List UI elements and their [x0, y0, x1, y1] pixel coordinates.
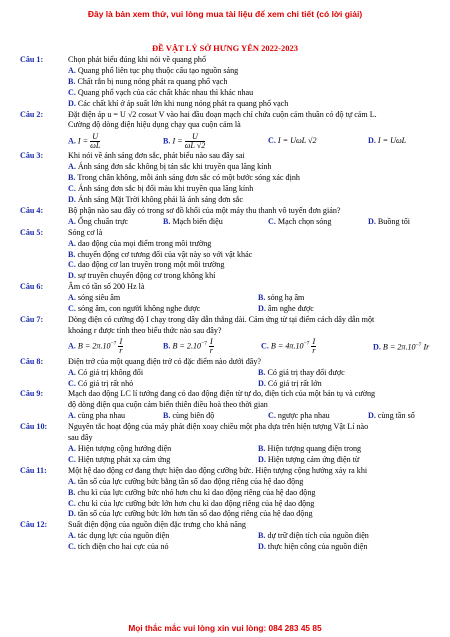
question-stem: Mạch dao động LC lí tưởng đang có dao động điện từ tự do, điện tích của một bản tụ và cường độ dòng điện qua cuộn cảm biến thiên điều hoà theo thời gian: [68, 389, 376, 410]
option-b: B. dự trữ điện tích của nguồn điện: [258, 531, 369, 541]
question-stem: Chọn phát biểu đúng khi nói về quang phổ: [68, 55, 207, 64]
option-d: D. Hiện tượng cảm ứng điện từ: [258, 454, 360, 464]
question-stem: Đặt điện áp u = U √2 cosωt V vào hai đầu đoạn mạch chỉ chứa cuộn cảm thuần có độ tự cảm L. Cường độ dòng điện hiệu dụng chạy qua cuộn cảm là: [68, 109, 377, 130]
question-number: Câu 11:: [20, 465, 47, 475]
question-number: Câu 6:: [20, 282, 44, 292]
option-a: A. tần số của lực cưỡng bức bằng tần số dao động riêng của hệ dao động: [68, 476, 304, 486]
option-b: B. Trong chân không, mỗi ánh sáng đơn sắc có một bước sóng xác định: [68, 173, 300, 183]
question-number: Câu 1:: [20, 55, 44, 64]
question-stem: Một hệ dao động cơ đang thực hiện dao động cưỡng bức. Hiện tượng cộng hưởng xảy ra khi: [68, 465, 368, 475]
question-stem: Điện trở của một quang điện trở có đặc điểm nào dưới đây?: [68, 356, 261, 366]
option-a: A. sóng siêu âm: [68, 293, 121, 303]
option-b: B. sóng hạ âm: [258, 293, 305, 303]
option-c: C. Mạch chọn sóng: [268, 216, 332, 226]
option-d: D. Các chất khí ở áp suất lớn khi nung nóng phát ra quang phổ vạch: [68, 98, 289, 108]
question-number: Câu 12:: [20, 520, 48, 530]
option-a: A. $B = 2\pi.10^{-7}$ $\frac{I}{r}$: [68, 337, 123, 356]
option-d: D. Buồng tối: [368, 216, 411, 226]
option-d: D. Có giá trị rất lớn: [258, 378, 322, 388]
option-a: A. tác dụng lực của nguồn điện: [68, 531, 170, 541]
option-c: C. Quang phổ vạch của các chất khác nhau thì khác nhau: [68, 87, 254, 97]
option-c: C. I = UωL √2: [268, 135, 317, 145]
question-7: [20, 315, 440, 337]
exam-title: ĐỀ VẬT LÝ SỞ HƯNG YÊN 2022-2023: [152, 43, 298, 53]
option-d: D. sự truyền chuyển động cơ trong không khí: [68, 271, 216, 281]
question-stem: Sóng cơ là: [68, 227, 103, 237]
option-c: C. ngược pha nhau: [268, 411, 330, 421]
question-6: [20, 282, 440, 293]
option-d: D. thực hiện công của nguồn điện: [258, 542, 368, 552]
question-stem: Âm có tần số 200 Hz là: [68, 282, 145, 292]
option-c: C. Ánh sáng đơn sắc bị đổi màu khi truyền qua lăng kính: [68, 184, 254, 194]
question-stem: Nguyên tắc hoạt động của máy phát điện xoay chiều một pha dựa trên hiện tượng Vật Lí nào sau đây: [68, 422, 369, 443]
option-a: A. Ánh sáng đơn sắc không bị tán sắc khi truyền qua lăng kính: [68, 162, 272, 172]
question-stem: Khi nói về ánh sáng đơn sắc, phát biểu nào sau đây sai: [68, 151, 245, 161]
option-a: A. Có giá trị không đổi: [68, 367, 144, 377]
option-b: B. chu kì của lực cưỡng bức nhỏ hơn chu kì dao động riêng của hệ dao động: [68, 487, 316, 497]
option-b: B. $B = 2.10^{-7}$ $\frac{I}{r}$: [163, 337, 213, 356]
question-stem: Suất điện động của nguồn điện đặc trưng cho khả năng: [68, 520, 246, 530]
question-number: Câu 10:: [20, 422, 48, 432]
question-number: Câu 7:: [20, 314, 44, 324]
question-list: [20, 55, 440, 553]
preview-notice: Đây là bản xem thử, vui lòng mua tài liệu để xem chi tiết (có lời giải): [87, 9, 363, 19]
question-number: Câu 3:: [20, 151, 44, 161]
contact-footer: Mọi thắc mắc vui lòng xin vui lòng: 084 283 45 85: [128, 623, 322, 633]
question-1: [20, 55, 440, 66]
option-c: C. sóng âm, con người không nghe được: [68, 304, 201, 314]
question-stem: Dòng điện có cường độ I chạy trong dây dẫn thẳng dài. Cảm ứng từ tại điểm cách dây dẫn một khoảng r được tính theo biểu thức nào sau đây?: [68, 314, 375, 335]
option-a: A. Ống chuẩn trực: [68, 216, 129, 226]
question-number: Câu 5:: [20, 227, 44, 237]
option-d: D. Ánh sáng Mặt Trời không phải là ánh sáng đơn sắc: [68, 194, 243, 204]
option-b: B. I = $\frac{U}{\omega L √2}$: [163, 131, 206, 150]
question-8: [20, 357, 440, 368]
question-10: [20, 422, 440, 444]
question-number: Câu 8:: [20, 356, 44, 366]
option-b: B. Có giá trị thay đổi được: [258, 367, 345, 377]
question-5: [20, 228, 440, 239]
option-b: B. Hiện tượng quang điện trong: [258, 444, 362, 453]
option-d: D. âm nghe được: [258, 304, 314, 314]
question-number: Câu 9:: [20, 389, 44, 399]
question-4: [20, 206, 440, 217]
option-a: A. Quang phổ liên tục phụ thuộc cấu tạo nguồn sáng: [68, 65, 239, 75]
option-c: C. Có giá trị rất nhỏ: [68, 378, 134, 388]
option-d: D. I = UωL: [368, 135, 407, 145]
question-9: [20, 389, 440, 411]
option-a: A. I = $\frac{U}{\omega L}$: [68, 131, 101, 150]
option-a: A. cùng pha nhau: [68, 411, 126, 421]
question-number: Câu 2:: [20, 109, 44, 119]
option-c: C. $B = 4\pi.10^{-7}$ $\frac{I}{r}$: [261, 337, 316, 356]
option-b: B. Mạch biến điệu: [163, 216, 223, 226]
question-11: [20, 466, 440, 477]
question-number: Câu 4:: [20, 205, 44, 215]
option-c: C. dao động cơ lan truyền trong một môi trường: [68, 260, 225, 270]
option-d: D. cùng tần số: [368, 411, 415, 421]
question-2: [20, 110, 440, 132]
option-c: C. tích điện cho hai cực của nó: [68, 542, 169, 552]
option-b: B. cùng biên độ: [163, 411, 215, 421]
option-b: B. Chất rắn bị nung nóng phát ra quang phổ vạch: [68, 76, 228, 86]
question-stem: Bộ phận nào sau đây có trong sơ đồ khối của một máy thu thanh vô tuyến đơn giản?: [68, 205, 341, 215]
option-a: A. Hiện tượng cộng hưởng điện: [68, 444, 172, 453]
option-d: D. tần số của lực cưỡng bức lớn hơn tần số dao động riêng của hệ dao động: [68, 509, 313, 519]
option-b: B. chuyển động cơ tương đối của vật này so với vật khác: [68, 249, 253, 259]
option-a: A. dao động của mọi điểm trong môi trường: [68, 238, 212, 248]
option-c: C. chu kì của lực cưỡng bức lớn hơn chu kì dao động riêng của hệ dao động: [68, 498, 315, 508]
question-12: [20, 520, 440, 531]
option-d: D. $B = 2\pi.10^{-7}$ Ir: [373, 341, 430, 352]
option-c: C. Hiện tượng phát xạ cảm ứng: [68, 454, 171, 464]
question-3: [20, 151, 440, 162]
